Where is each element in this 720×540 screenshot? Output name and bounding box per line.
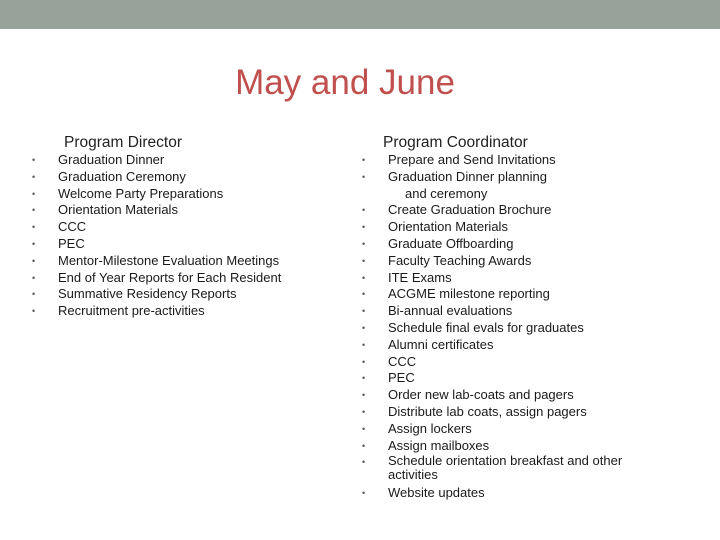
list-item-continuation: and ceremony — [405, 185, 488, 201]
list-item: • CCC — [32, 219, 87, 235]
list-item: • Graduate Offboarding — [362, 235, 514, 251]
bullet-icon: • — [362, 322, 366, 333]
bullet-icon: • — [362, 222, 366, 233]
list-item: • CCC — [362, 353, 417, 369]
bullet-icon: • — [362, 155, 366, 165]
list-item: • Order new lab-coats and pagers — [362, 387, 574, 403]
list-item: • Summative Residency Reports — [32, 286, 237, 302]
list-item: • Assign mailboxes — [362, 437, 490, 453]
bullet-icon: • — [32, 171, 36, 182]
bullet-icon: • — [362, 171, 366, 182]
program-director-heading: Program Director — [64, 134, 182, 151]
program-director-list — [32, 152, 332, 320]
list-item: • End of Year Reports for Each Resident — [32, 269, 282, 285]
list-item: • PEC — [362, 370, 415, 386]
bullet-icon: • — [32, 155, 36, 165]
bullet-icon: • — [362, 255, 366, 266]
list-item: • PEC — [32, 235, 85, 251]
list-item: • Welcome Party Preparations — [32, 185, 224, 201]
list-item: • Schedule orientation breakfast and other activities — [362, 453, 623, 483]
bullet-icon: • — [362, 205, 366, 216]
list-item: • Graduation Dinner — [32, 152, 165, 167]
list-item: • Faculty Teaching Awards — [362, 252, 532, 268]
list-item: • Orientation Materials — [32, 202, 178, 218]
bullet-icon: • — [32, 222, 36, 233]
list-item: • ITE Exams — [362, 269, 452, 285]
program-coordinator-heading: Program Coordinator — [383, 134, 528, 151]
bullet-icon: • — [362, 339, 366, 350]
list-item: • Create Graduation Brochure — [362, 202, 552, 218]
list-item: • Distribute lab coats, assign pagers — [362, 403, 587, 419]
list-item: • Schedule final evals for graduates — [362, 319, 584, 335]
list-item: • Alumni certificates — [362, 336, 494, 352]
program-coordinator-list — [362, 152, 662, 502]
bullet-icon: • — [32, 238, 36, 249]
bullet-icon: • — [362, 306, 366, 317]
list-item: • Graduation Ceremony — [32, 168, 186, 184]
bullet-icon: • — [362, 457, 366, 468]
top-band — [0, 0, 720, 29]
bullet-icon: • — [362, 272, 366, 283]
bullet-icon: • — [362, 390, 366, 401]
bullet-icon: • — [362, 406, 366, 417]
list-item: • ACGME milestone reporting — [362, 286, 550, 302]
bullet-icon: • — [32, 255, 36, 266]
bullet-icon: • — [362, 423, 366, 434]
bullet-icon: • — [32, 306, 36, 317]
bullet-icon: • — [32, 188, 36, 199]
list-item: • Assign lockers — [362, 420, 472, 436]
slide-title: May and June — [235, 63, 455, 102]
bullet-icon: • — [362, 289, 366, 300]
bullet-icon: • — [362, 356, 366, 367]
list-item: • Recruitment pre-activities — [32, 303, 205, 319]
bullet-icon: • — [32, 205, 36, 216]
bullet-icon: • — [32, 272, 36, 283]
list-item: • Orientation Materials — [362, 219, 508, 235]
list-item: • Bi-annual evaluations — [362, 303, 513, 319]
list-item: • Graduation Dinner planning — [362, 168, 547, 184]
bullet-icon: • — [362, 440, 366, 451]
list-item: • Mentor-Milestone Evaluation Meetings — [32, 252, 280, 268]
bullet-icon: • — [362, 238, 366, 249]
bullet-icon: • — [32, 289, 36, 300]
bullet-icon: • — [362, 373, 366, 384]
list-item: • Prepare and Send Invitations — [362, 152, 556, 167]
list-item: • Website updates — [362, 485, 485, 501]
bullet-icon: • — [362, 488, 366, 499]
